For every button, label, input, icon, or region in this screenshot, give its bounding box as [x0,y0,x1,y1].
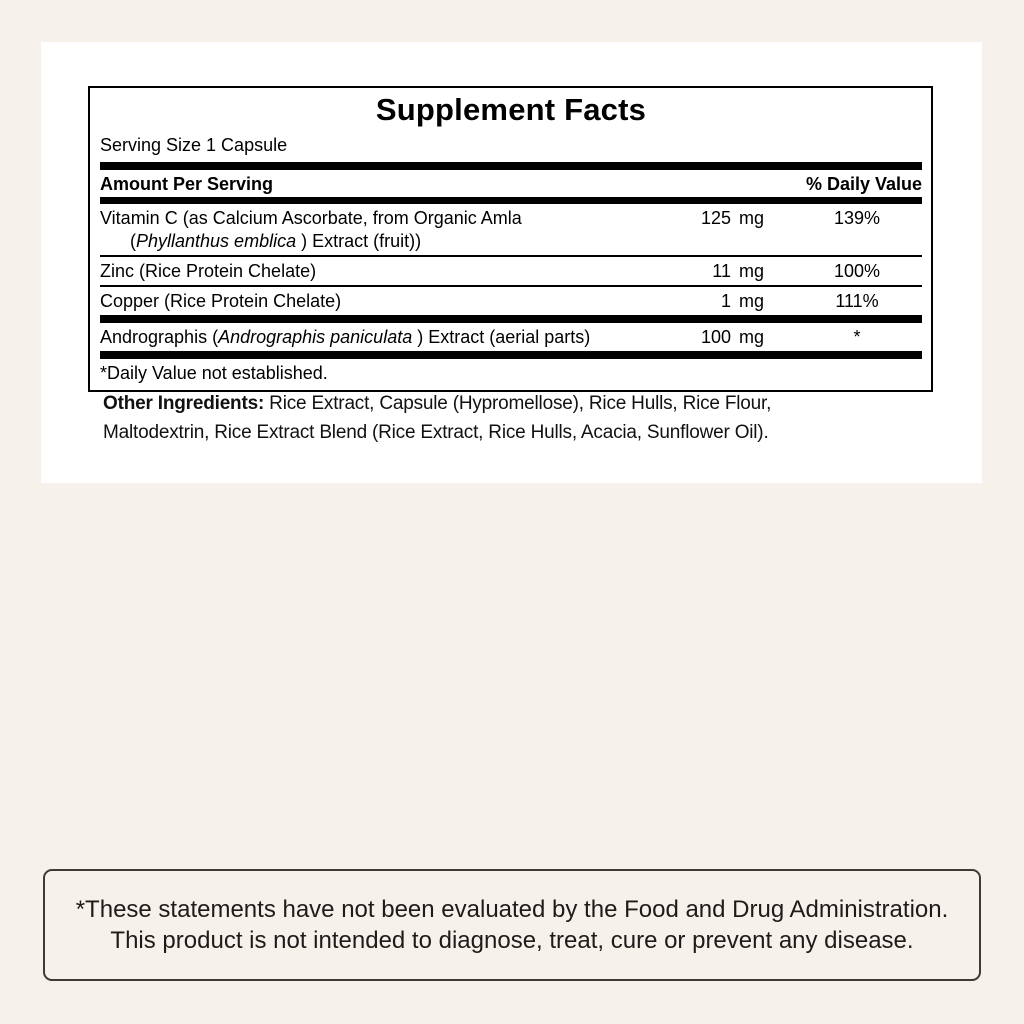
separator-rule [100,315,922,323]
name-text: Copper (Rice Protein Chelate) [100,291,342,311]
fda-disclaimer-line1: *These statements have not been evaluated by the Food and Drug Administration. [75,896,949,923]
amount-value: 100 [700,327,731,347]
nutrient-name [100,260,624,283]
amount-unit: mg [738,208,764,228]
botanical-name: Andrographis paniculata [218,327,413,347]
table-header-row [100,170,922,197]
sf-rows [100,204,922,359]
table-row [100,257,922,285]
name-text: Vitamin C (as Calcium Ascorbate, from Organic Amla [100,208,522,228]
name-text: ) Extract (fruit)) [296,231,422,251]
amount-cell [624,326,764,349]
amount-unit: mg [738,261,764,281]
nutrient-name-line [100,260,624,283]
amount-cell [624,290,764,313]
amount-cell [624,260,764,283]
nutrient-name [100,326,624,349]
name-text: ( [130,231,136,251]
name-text: Zinc (Rice Protein Chelate) [100,261,317,281]
table-row [100,287,922,315]
fda-disclaimer-box [43,869,981,981]
nutrient-name [100,290,624,313]
nutrient-name-line [100,230,624,253]
name-text: ) Extract (aerial parts) [412,327,591,347]
table-row [100,204,922,255]
serving-size-text: Serving Size 1 Capsule [100,135,288,155]
amount-value: 1 [720,291,731,311]
daily-value-cell: 111% [835,291,879,311]
amount-unit: mg [738,291,764,311]
nutrient-name-line [100,326,624,349]
amount-cell [624,207,764,230]
daily-value-cell: * [853,327,861,347]
thick-rule [100,197,922,204]
separator-rule [100,351,922,359]
nutrient-name-line [100,290,624,313]
thick-rule [100,162,922,170]
nutrient-name-line [100,207,624,230]
amount-value: 125 [700,208,731,228]
daily-value-cell: 139% [833,208,881,228]
daily-value-cell: 100% [833,261,881,281]
botanical-name: Phyllanthus emblica [136,231,297,251]
percent-daily-value-header: % Daily Value [805,174,922,194]
other-ingredients-text: Rice Extract, Capsule (Hypromellose), Rice Hulls, Rice Flour, Maltodextrin, Rice Extract Blend (Rice Extract, Rice Hulls, Acacia, Sunflower Oil). [103,393,772,443]
other-ingredients-label: Other Ingredients: [103,393,265,414]
table-row [100,323,922,351]
supplement-facts-title: Supplement Facts [375,92,647,127]
amount-value: 11 [712,261,731,281]
nutrient-name [100,207,624,253]
amount-per-serving-header: Amount Per Serving [100,174,274,194]
other-ingredients-paragraph [103,389,878,447]
supplement-facts-table [88,86,933,392]
fda-disclaimer-line2: This product is not intended to diagnose, treat, cure or prevent any disease. [110,927,914,954]
amount-unit: mg [738,327,764,347]
label-panel [41,42,982,483]
daily-value-footnote: *Daily Value not established. [100,363,328,383]
name-text: Andrographis ( [100,327,219,347]
